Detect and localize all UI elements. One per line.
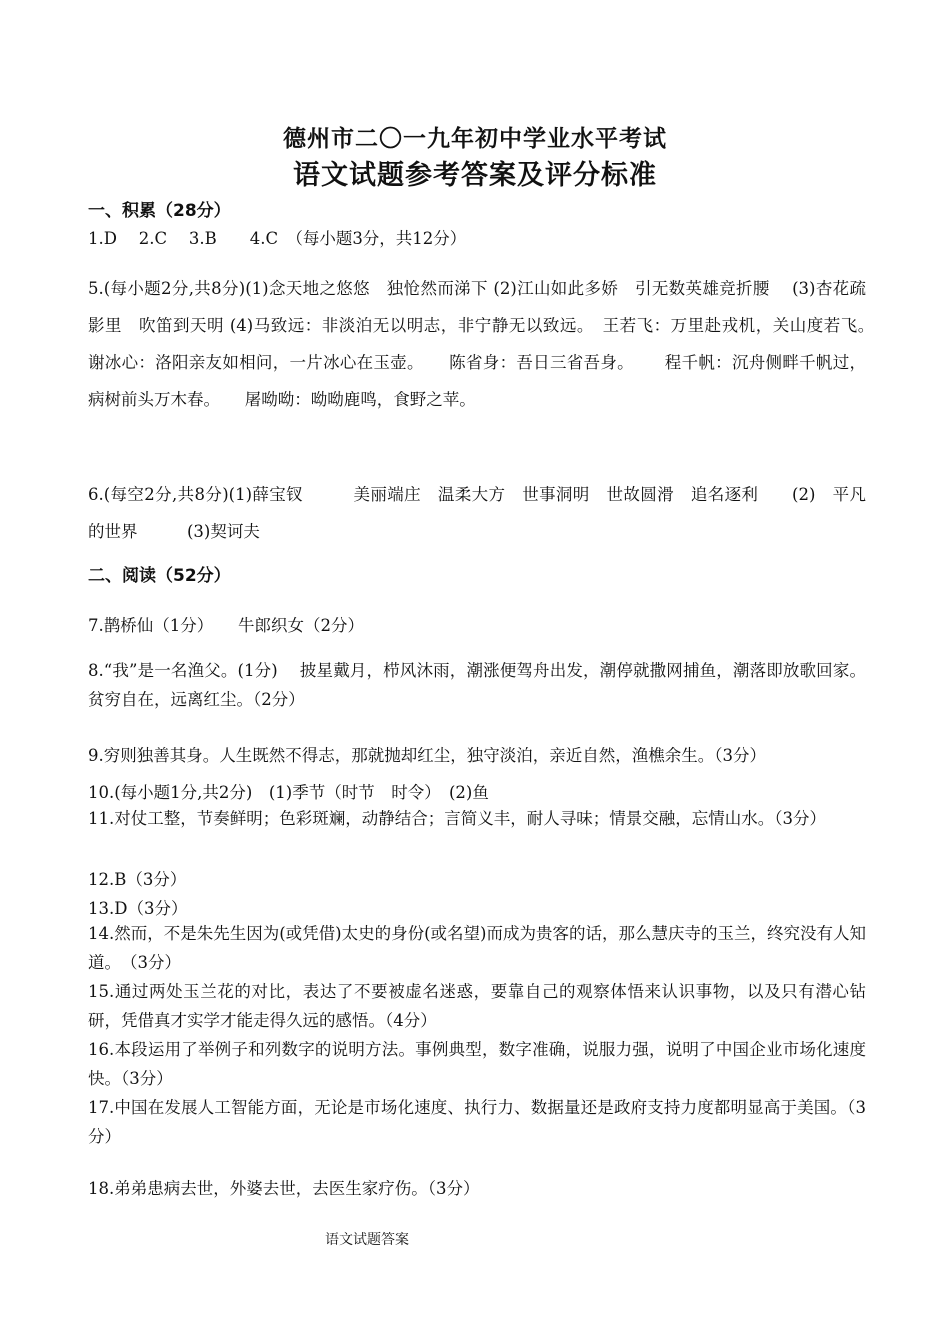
answer-q12: 12.B（3分） [88, 870, 187, 889]
answer-q16: 16.本段运用了举例子和列数字的说明方法。事例典型，数字准确，说服力强，说明了中国企业市场化速度快。（3分） [88, 1040, 866, 1088]
section-heading-accumulation: 一、积累（28分） [88, 201, 231, 221]
answer-key-title: 语文试题参考答案及评分标准 [293, 160, 657, 191]
answer-q11: 11.对仗工整，节奏鲜明；色彩斑斓，动静结合；言简义丰，耐人寻味；情景交融，忘情山水。（3分） [88, 809, 826, 828]
answer-q9: 9.穷则独善其身。人生既然不得志，那就抛却红尘，独守淡泊，亲近自然，渔樵余生。（3分） [88, 746, 766, 765]
answer-q14: 14.然而，不是朱先生因为(或凭借)太史的身份(或名望)而成为贵客的话，那么慧庆寺的玉兰，终究没有人知道。 （3分） [88, 924, 866, 972]
answer-q5: 5.(每小题2分,共8分)(1)念天地之悠悠 独怆然而涕下 (2)江山如此多娇 引无数英雄竞折腰 (3)杏花疏影里 吹笛到天明 (4)马致远：非淡泊无以明志，非宁静无以致远。 王若飞：万里赴戎机，关山度若飞。 谢冰心：洛阳亲友如相问，一片冰心在玉壶。 陈省身：吾日三省吾身。 程千帆：沉舟侧畔千帆过，病树前头万木春。 屠呦呦：呦呦鹿鸣，食野之苹。 [88, 279, 899, 409]
answer-q10: 10.(每小题1分,共2分) (1)季节（时节 时令） (2)鱼 [88, 783, 489, 802]
answer-q8: 8.“我”是一名渔父。(1分) 披星戴月，栉风沐雨，潮涨便驾舟出发，潮停就撒网捕鱼，潮落即放歌回家。贫穷自在，远离红尘。（2分） [88, 661, 866, 709]
section-heading-reading: 二、阅读（52分） [88, 566, 231, 586]
exam-title: 德州市二〇一九年初中学业水平考试 [283, 126, 667, 152]
answer-q15: 15.通过两处玉兰花的对比，表达了不要被虚名迷惑，要靠自己的观察体悟来认识事物，以及只有潜心钻研，凭借真才实学才能走得久远的感悟。（4分） [88, 982, 866, 1030]
answer-q6: 6.(每空2分,共8分)(1)薛宝钗 美丽端庄 温柔大方 世事洞明 世故圆滑 追名逐利 (2) 平凡的世界 (3)契诃夫 [88, 485, 866, 541]
answer-q1-4: 1.D 2.C 3.B 4.C （每小题3分，共12分） [88, 229, 467, 248]
answer-q7: 7.鹊桥仙（1分） 牛郎织女（2分） [88, 616, 364, 635]
answer-q13: 13.D（3分） [88, 899, 188, 918]
answer-q17: 17.中国在发展人工智能方面，无论是市场化速度、执行力、数据量还是政府支持力度都明显高于美国。（3分） [88, 1098, 866, 1146]
page-footer: 语文试题答案 [325, 1232, 409, 1248]
answer-q18: 18.弟弟患病去世，外婆去世，去医生家疗伤。（3分） [88, 1179, 480, 1198]
